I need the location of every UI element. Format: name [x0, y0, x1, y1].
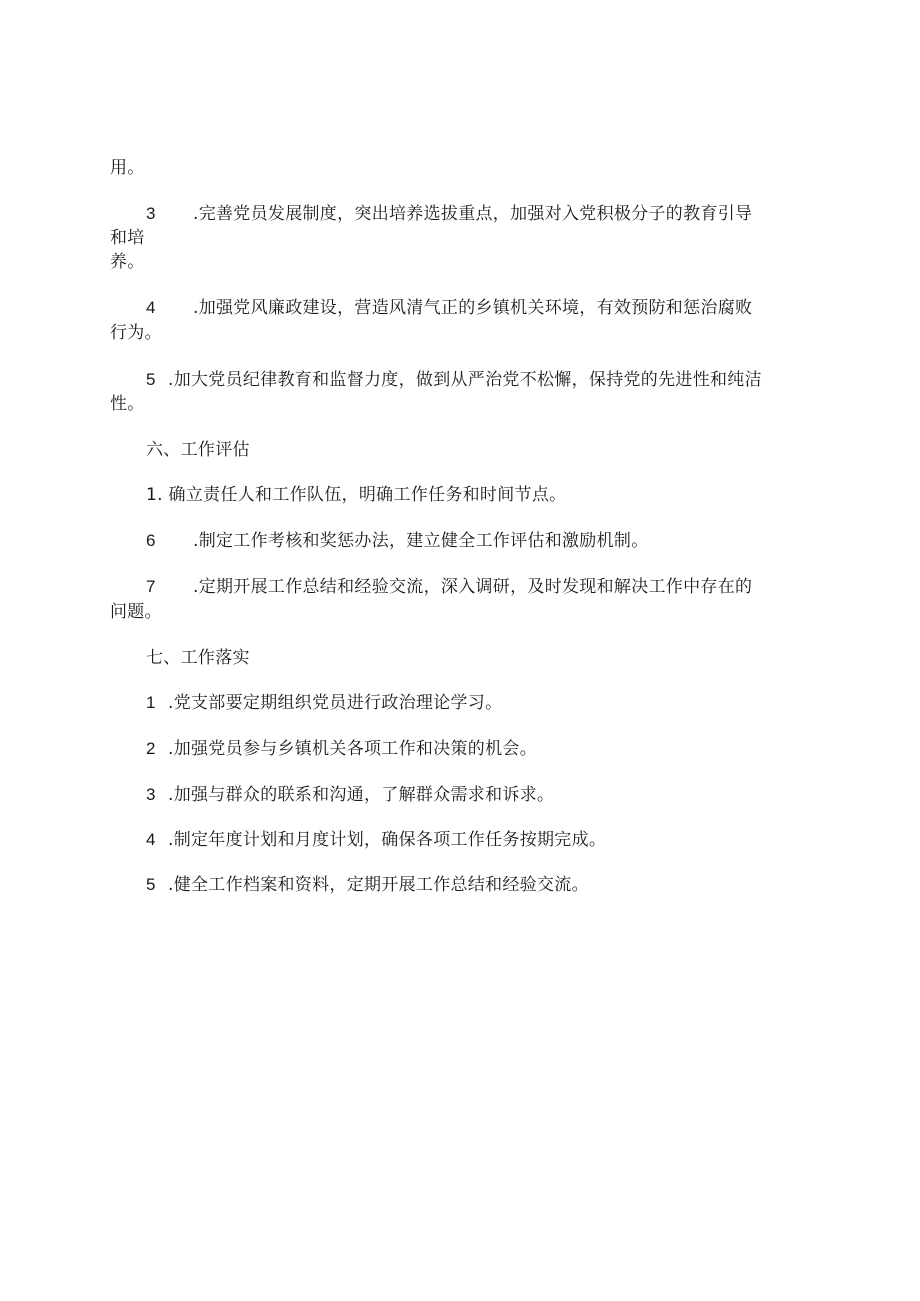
list-item-number: 6: [146, 531, 156, 550]
section-heading-evaluation: 六、工作评估: [146, 440, 250, 460]
section-heading-implementation: 七、工作落实: [146, 648, 250, 668]
list-item-text-wrap: 行为。: [110, 323, 162, 343]
list-item-text: .党支部要定期组织党员进行政治理论学习。: [168, 693, 503, 713]
list-item-number: 1: [146, 693, 156, 712]
list-item-number: 4: [146, 298, 156, 317]
list-item-text: .加强党员参与乡镇机关各项工作和决策的机会。: [168, 739, 538, 759]
list-item-text: .加大党员纪律教育和监督力度，做到从严治党不松懈，保持党的先进性和纯洁: [168, 370, 762, 390]
list-item-text-wrap: 性。: [110, 394, 145, 414]
list-item-number: 5: [146, 875, 156, 894]
list-item-text: 1. 确立责任人和工作队伍，明确工作任务和时间节点。: [146, 485, 567, 505]
list-item-text: .制定年度计划和月度计划，确保各项工作任务按期完成。: [168, 830, 607, 850]
continuation-text: 用。: [110, 158, 145, 178]
list-item-text: .加强党风廉政建设，营造风清气正的乡镇机关环境，有效预防和惩治腐败: [193, 298, 753, 318]
list-item-text-wrap: 和培: [110, 228, 145, 248]
list-item-text: .完善党员发展制度，突出培养选拔重点，加强对入党积极分子的教育引导: [193, 204, 753, 224]
list-item-number: 2: [146, 739, 156, 758]
list-item-text-wrap: 养。: [110, 252, 145, 272]
list-item-text-wrap: 问题。: [110, 602, 162, 622]
list-item-text: .加强与群众的联系和沟通，了解群众需求和诉求。: [168, 785, 555, 805]
list-item-text: .定期开展工作总结和经验交流，深入调研，及时发现和解决工作中存在的: [193, 577, 753, 597]
list-item-number: 5: [146, 370, 156, 389]
list-item-text: .健全工作档案和资料，定期开展工作总结和经验交流。: [168, 875, 589, 895]
list-item-number: 4: [146, 830, 156, 849]
list-item-number: 3: [146, 204, 156, 223]
list-item-number: 7: [146, 577, 156, 596]
list-item-text: .制定工作考核和奖惩办法，建立健全工作评估和激励机制。: [193, 531, 649, 551]
list-item-number: 3: [146, 785, 156, 804]
